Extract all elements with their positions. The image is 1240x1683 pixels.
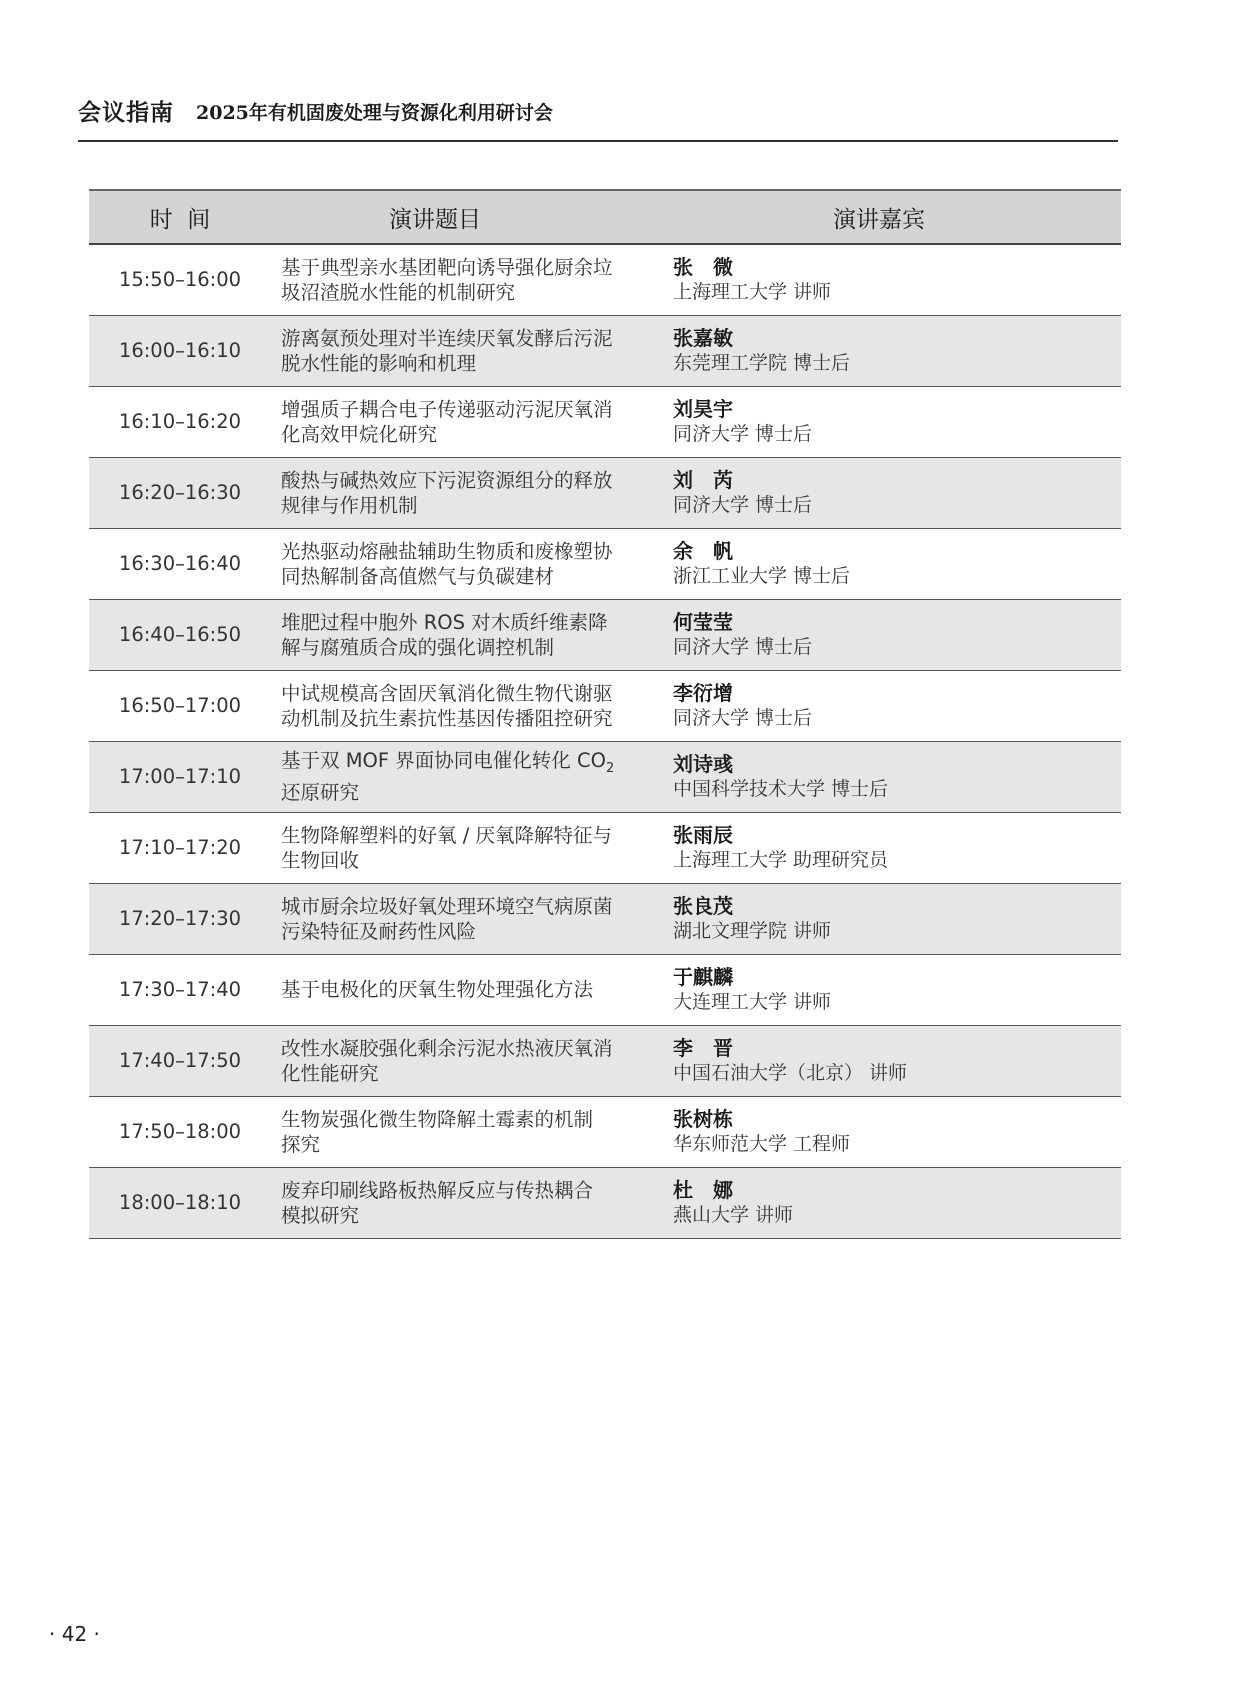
topic-line: 化性能研究 (281, 1061, 379, 1085)
table-row (89, 528, 1121, 599)
table-row (89, 670, 1121, 741)
column-header-topic-label: 演讲题目 (389, 206, 481, 233)
speaker-cell (653, 528, 1121, 599)
topic-line: 基于双 MOF 界面协同电催化转化 CO (281, 748, 606, 772)
page-header (78, 94, 1118, 142)
table-row (89, 954, 1121, 1025)
topic-line: 化高效甲烷化研究 (281, 422, 438, 446)
speaker-cell (653, 244, 1121, 315)
session-time: 16:40–16:50 (89, 599, 271, 670)
topic-line: 脱水性能的影响和机理 (281, 351, 477, 375)
topic-line: 堆肥过程中胞外 ROS 对木质纤维素降 (281, 610, 608, 634)
topic-line: 污染特征及耐药性风险 (281, 919, 477, 943)
table-header (89, 190, 1121, 244)
topic-line: 生物炭强化微生物降解土霉素的机制 (281, 1107, 594, 1131)
speaker-affiliation: 华东师范大学 工程师 (673, 1132, 851, 1155)
table-row (89, 457, 1121, 528)
talk-topic (271, 315, 653, 386)
table-row (89, 1025, 1121, 1096)
talk-topic (271, 954, 653, 1025)
talk-topic (271, 741, 653, 812)
topic-line: 圾沼渣脱水性能的机制研究 (281, 280, 516, 304)
topic-subscript: 2 (605, 760, 615, 776)
talk-topic (271, 599, 653, 670)
column-header-speaker (653, 190, 1121, 244)
table-row (89, 315, 1121, 386)
speaker-cell (653, 386, 1121, 457)
speaker-affiliation: 同济大学 博士后 (673, 635, 813, 658)
speaker-name: 刘诗彧 (673, 751, 733, 776)
speaker-name: 张 微 (673, 254, 733, 279)
session-time: 17:50–18:00 (89, 1096, 271, 1167)
speaker-affiliation: 上海理工大学 讲师 (673, 280, 832, 303)
topic-line: 城市厨余垃圾好氧处理环境空气病原菌 (281, 894, 613, 918)
speaker-name: 李衍增 (673, 680, 733, 705)
talk-topic (271, 244, 653, 315)
session-time: 16:10–16:20 (89, 386, 271, 457)
session-time: 17:40–17:50 (89, 1025, 271, 1096)
column-header-time: 时 间 (89, 190, 271, 244)
session-time: 18:00–18:10 (89, 1167, 271, 1238)
speaker-name: 李 晋 (673, 1035, 733, 1060)
topic-line: 基于电极化的厌氧生物处理强化方法 (281, 978, 594, 1001)
speaker-name: 张树栋 (673, 1106, 733, 1131)
speaker-affiliation: 上海理工大学 助理研究员 (673, 848, 889, 871)
speaker-name: 何莹莹 (673, 609, 733, 634)
column-header-topic (271, 190, 653, 244)
topic-line: 酸热与碱热效应下污泥资源组分的释放 (281, 468, 613, 492)
talk-topic (271, 812, 653, 883)
speaker-cell (653, 741, 1121, 812)
table-row (89, 812, 1121, 883)
speaker-affiliation: 浙江工业大学 博士后 (673, 564, 851, 587)
topic-line: 生物回收 (281, 848, 360, 872)
session-time: 17:20–17:30 (89, 883, 271, 954)
speaker-cell (653, 1025, 1121, 1096)
session-time: 17:00–17:10 (89, 741, 271, 812)
talk-topic (271, 883, 653, 954)
topic-line: 模拟研究 (281, 1203, 360, 1227)
topic-line: 规律与作用机制 (281, 493, 418, 517)
speaker-name: 张良茂 (673, 893, 733, 918)
session-time: 16:50–17:00 (89, 670, 271, 741)
speaker-affiliation: 东莞理工学院 博士后 (673, 351, 851, 374)
speaker-affiliation: 中国科学技术大学 博士后 (673, 777, 889, 800)
topic-line: 光热驱动熔融盐辅助生物质和废橡塑协 (281, 539, 613, 563)
topic-line: 增强质子耦合电子传递驱动污泥厌氧消 (281, 397, 613, 421)
speaker-cell (653, 954, 1121, 1025)
speaker-name: 刘 芮 (673, 467, 733, 492)
header-section-label: 会议指南 (78, 99, 174, 126)
speaker-cell (653, 1096, 1121, 1167)
speaker-cell (653, 883, 1121, 954)
table-row (89, 244, 1121, 315)
speaker-cell (653, 457, 1121, 528)
talk-topic (271, 457, 653, 528)
topic-line: 动机制及抗生素抗性基因传播阻控研究 (281, 706, 613, 730)
talk-topic (271, 670, 653, 741)
speaker-name: 刘昊宇 (673, 396, 733, 421)
table-row (89, 1096, 1121, 1167)
talk-topic (271, 1096, 653, 1167)
topic-line: 基于典型亲水基团靶向诱导强化厨余垃 (281, 255, 613, 279)
header-conference-title: 2025年有机固废处理与资源化利用研讨会 (196, 102, 553, 124)
speaker-affiliation: 同济大学 博士后 (673, 493, 813, 516)
speaker-name: 于麒麟 (673, 964, 733, 989)
speaker-cell (653, 812, 1121, 883)
speaker-cell (653, 599, 1121, 670)
topic-line: 废弃印刷线路板热解反应与传热耦合 (281, 1178, 594, 1202)
speaker-name: 张雨辰 (673, 822, 733, 847)
topic-line: 还原研究 (281, 781, 360, 805)
table-row (89, 1167, 1121, 1238)
topic-line: 中试规模高含固厌氧消化微生物代谢驱 (281, 681, 613, 705)
speaker-name: 杜 娜 (673, 1177, 733, 1202)
table-row (89, 386, 1121, 457)
session-time: 15:50–16:00 (89, 244, 271, 315)
speaker-affiliation: 同济大学 博士后 (673, 422, 813, 445)
speaker-cell (653, 670, 1121, 741)
table-row (89, 741, 1121, 812)
speaker-affiliation: 中国石油大学（北京） 讲师 (673, 1061, 908, 1084)
speaker-affiliation: 同济大学 博士后 (673, 706, 813, 729)
talk-topic (271, 528, 653, 599)
session-time: 17:30–17:40 (89, 954, 271, 1025)
topic-line: 改性水凝胶强化剩余污泥水热液厌氧消 (281, 1036, 613, 1060)
speaker-cell (653, 315, 1121, 386)
session-time: 16:00–16:10 (89, 315, 271, 386)
speaker-affiliation: 大连理工大学 讲师 (673, 990, 832, 1013)
talk-topic (271, 386, 653, 457)
table-body (89, 244, 1121, 1238)
topic-line: 游离氨预处理对半连续厌氧发酵后污泥 (281, 326, 613, 350)
schedule-table (89, 189, 1121, 1239)
column-header-speaker-label: 演讲嘉宾 (833, 206, 925, 233)
table-row (89, 599, 1121, 670)
topic-line: 探究 (281, 1132, 321, 1156)
talk-topic (271, 1167, 653, 1238)
topic-line: 解与腐殖质合成的强化调控机制 (281, 635, 555, 659)
speaker-name: 余 帆 (673, 538, 733, 563)
session-time: 17:10–17:20 (89, 812, 271, 883)
topic-line: 同热解制备高值燃气与负碳建材 (281, 564, 555, 588)
speaker-cell (653, 1167, 1121, 1238)
speaker-affiliation: 湖北文理学院 讲师 (673, 919, 832, 942)
table-row (89, 883, 1121, 954)
topic-line: 生物降解塑料的好氧 / 厌氧降解特征与 (281, 823, 612, 847)
speaker-affiliation: 燕山大学 讲师 (673, 1203, 794, 1226)
talk-topic (271, 1025, 653, 1096)
session-time: 16:20–16:30 (89, 457, 271, 528)
page-number: · 42 · (49, 1622, 100, 1646)
session-time: 16:30–16:40 (89, 528, 271, 599)
speaker-name: 张嘉敏 (673, 325, 733, 350)
